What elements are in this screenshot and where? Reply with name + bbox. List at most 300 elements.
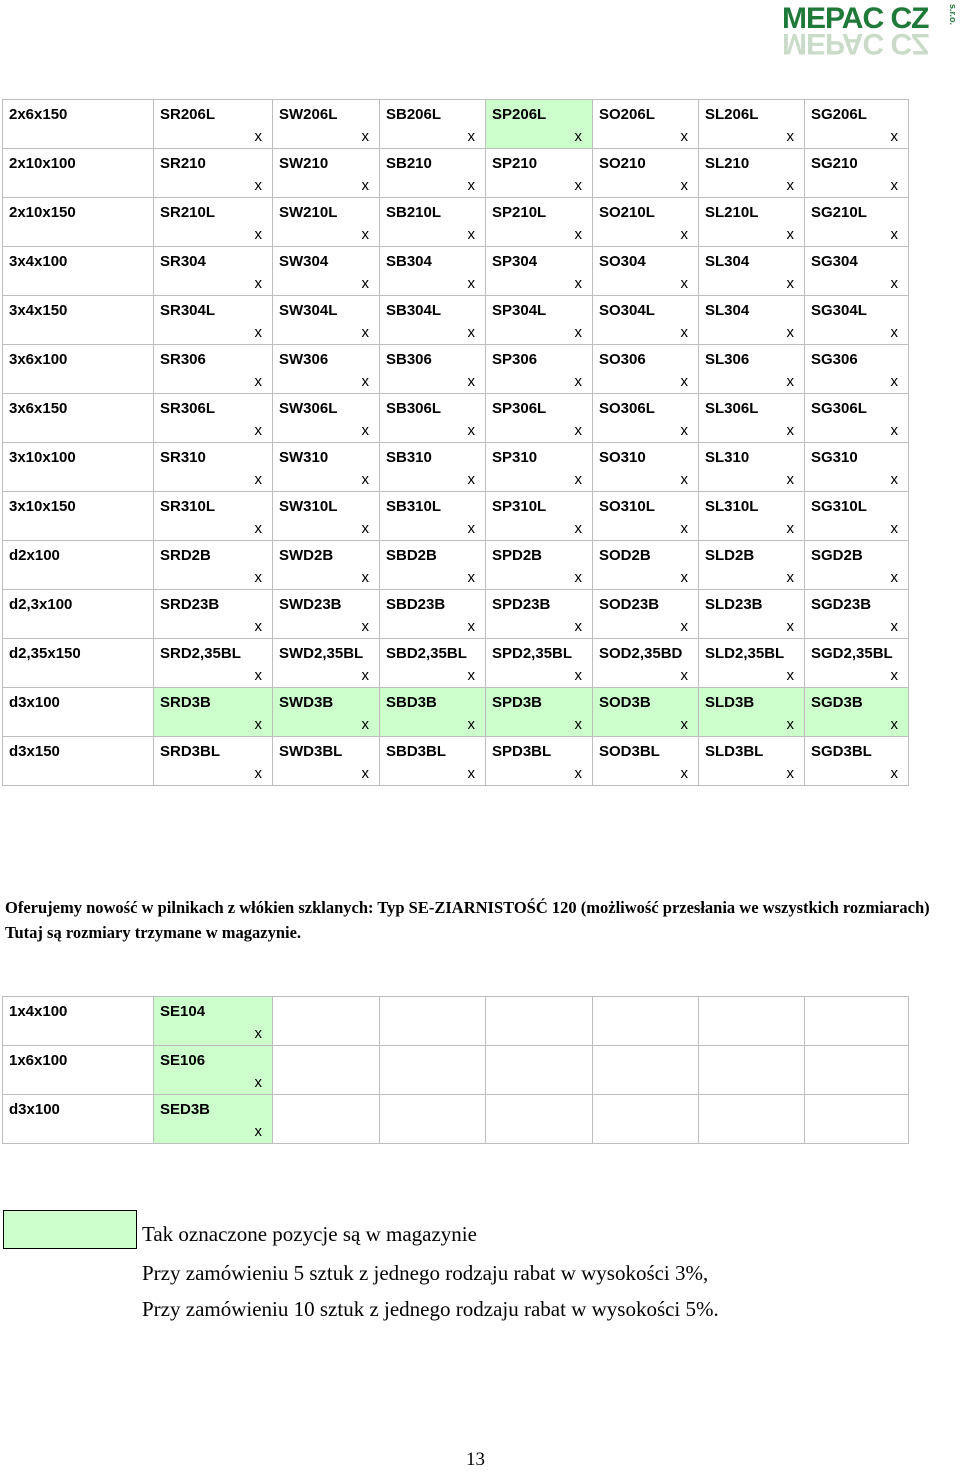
availability-mark: x (361, 618, 369, 635)
availability-mark: x (786, 765, 794, 782)
availability-mark: x (574, 324, 582, 341)
product-cell (273, 997, 380, 1046)
availability-mark: x (361, 177, 369, 194)
logo-suffix: s.r.o. (948, 4, 958, 26)
product-code: SR210L (160, 204, 216, 221)
product-cell (273, 443, 380, 492)
availability-mark: x (680, 765, 688, 782)
availability-mark: x (574, 765, 582, 782)
availability-mark: x (786, 226, 794, 243)
product-code: SO310 (599, 449, 646, 466)
availability-mark: x (467, 373, 475, 390)
product-cell (380, 997, 486, 1046)
product-cell (593, 149, 699, 198)
product-cell (380, 394, 486, 443)
availability-mark: x (254, 1123, 262, 1140)
size-label: 3x10x150 (9, 498, 76, 515)
availability-mark: x (254, 716, 262, 733)
availability-mark: x (361, 765, 369, 782)
availability-mark: x (786, 667, 794, 684)
product-code: SP210L (492, 204, 547, 221)
product-code: SOD3B (599, 694, 651, 711)
availability-mark: x (254, 1074, 262, 1091)
product-code: SW306 (279, 351, 329, 368)
product-code: SL310L (705, 498, 759, 515)
availability-mark: x (254, 422, 262, 439)
availability-mark: x (574, 226, 582, 243)
size-label: d2x100 (9, 547, 60, 564)
availability-mark: x (680, 324, 688, 341)
product-cell (805, 590, 909, 639)
availability-mark: x (361, 275, 369, 292)
table-row (3, 590, 909, 639)
table-row (3, 394, 909, 443)
product-code: SRD23B (160, 596, 220, 613)
product-code: SRD3BL (160, 743, 221, 760)
product-code: SR210 (160, 155, 206, 172)
product-cell (593, 100, 699, 149)
availability-mark: x (467, 275, 475, 292)
availability-mark: x (254, 373, 262, 390)
product-code: SP304L (492, 302, 547, 319)
availability-mark: x (890, 226, 898, 243)
product-cell (699, 997, 805, 1046)
product-cell (593, 1046, 699, 1095)
size-cell (3, 345, 154, 394)
availability-mark: x (361, 128, 369, 145)
size-cell (3, 247, 154, 296)
new-product-note (5, 895, 945, 945)
product-cell (380, 296, 486, 345)
product-code: SWD2,35BL (279, 645, 364, 662)
table-row (3, 492, 909, 541)
product-code: SPD23B (492, 596, 551, 613)
product-cell (593, 590, 699, 639)
product-code: SRD2,35BL (160, 645, 241, 662)
size-cell (3, 541, 154, 590)
availability-mark: x (890, 471, 898, 488)
product-cell (699, 394, 805, 443)
availability-mark: x (467, 716, 475, 733)
availability-mark: x (680, 569, 688, 586)
product-cell (486, 443, 593, 492)
product-code: SG304L (811, 302, 867, 319)
product-cell (805, 639, 909, 688)
size-label: d3x100 (9, 1101, 60, 1118)
product-cell (154, 1095, 273, 1144)
size-label: 3x6x100 (9, 351, 68, 368)
product-cell (154, 997, 273, 1046)
availability-mark: x (574, 471, 582, 488)
product-cell (273, 492, 380, 541)
product-cell (593, 737, 699, 786)
product-cell (380, 541, 486, 590)
product-code: SPD3BL (492, 743, 552, 760)
product-cell (380, 100, 486, 149)
size-label: 3x10x100 (9, 449, 76, 466)
product-code: SL210L (705, 204, 759, 221)
table-row (3, 1095, 909, 1144)
availability-mark: x (574, 275, 582, 292)
product-cell (699, 1095, 805, 1144)
product-cell (699, 198, 805, 247)
product-cell (805, 296, 909, 345)
size-cell (3, 100, 154, 149)
product-code: SOD2B (599, 547, 651, 564)
product-code: SPD3B (492, 694, 543, 711)
product-code: SL304 (705, 302, 750, 319)
note-line-1: Oferujemy nowość w pilnikach z włókien szklanych: Typ SE-ZIARNISTOŚĆ 120 (możliwość przesłania we wszystkich rozmiarach) (5, 898, 930, 917)
table-row (3, 997, 909, 1046)
product-cell (699, 590, 805, 639)
product-cell (154, 247, 273, 296)
product-code: SBD23B (386, 596, 446, 613)
size-cell (3, 737, 154, 786)
product-cell (593, 443, 699, 492)
product-table (2, 99, 909, 786)
product-cell (699, 443, 805, 492)
table-row (3, 688, 909, 737)
product-code: SBD3BL (386, 743, 447, 760)
product-cell (486, 247, 593, 296)
product-cell (273, 296, 380, 345)
product-code: SP206L (492, 106, 547, 123)
product-cell (154, 639, 273, 688)
availability-mark: x (467, 471, 475, 488)
availability-mark: x (254, 324, 262, 341)
product-code: SP306 (492, 351, 538, 368)
availability-mark: x (467, 765, 475, 782)
product-code: SW310L (279, 498, 338, 515)
size-cell (3, 394, 154, 443)
product-code: SBD3B (386, 694, 437, 711)
product-code: SO306L (599, 400, 655, 417)
product-cell (380, 443, 486, 492)
size-cell (3, 296, 154, 345)
availability-mark: x (574, 177, 582, 194)
product-cell (699, 247, 805, 296)
availability-mark: x (680, 716, 688, 733)
product-cell (805, 394, 909, 443)
table-row (3, 737, 909, 786)
size-cell (3, 590, 154, 639)
product-code: SOD2,35BD (599, 645, 683, 662)
product-code: SGD3BL (811, 743, 872, 760)
product-cell (805, 997, 909, 1046)
product-code: SW306L (279, 400, 338, 417)
size-cell (3, 492, 154, 541)
table-row (3, 639, 909, 688)
product-cell (154, 296, 273, 345)
product-cell (593, 639, 699, 688)
product-code: SO304L (599, 302, 655, 319)
availability-mark: x (574, 520, 582, 537)
product-cell (593, 688, 699, 737)
availability-mark: x (574, 422, 582, 439)
product-cell (699, 492, 805, 541)
product-code: SW210 (279, 155, 329, 172)
product-cell (593, 247, 699, 296)
product-code: SLD2,35BL (705, 645, 785, 662)
availability-mark: x (786, 177, 794, 194)
product-code: SG306 (811, 351, 858, 368)
product-cell (805, 688, 909, 737)
product-cell (805, 100, 909, 149)
product-code: SB304 (386, 253, 432, 270)
product-code: SL304 (705, 253, 750, 270)
product-cell (486, 345, 593, 394)
discount-note-2: Przy zamówieniu 10 sztuk z jednego rodzaju rabat w wysokości 5%. (142, 1297, 719, 1321)
discount-note-1: Przy zamówieniu 5 sztuk z jednego rodzaju rabat w wysokości 3%, (142, 1261, 709, 1285)
size-label: 2x10x100 (9, 155, 76, 172)
product-cell (273, 394, 380, 443)
product-cell (486, 100, 593, 149)
product-cell (486, 590, 593, 639)
product-code: SRD3B (160, 694, 211, 711)
product-code: SG310 (811, 449, 858, 466)
product-cell (154, 688, 273, 737)
product-cell (380, 198, 486, 247)
product-code: SP210 (492, 155, 538, 172)
availability-mark: x (890, 569, 898, 586)
size-cell (3, 1046, 154, 1095)
product-cell (154, 492, 273, 541)
availability-mark: x (361, 373, 369, 390)
product-code: SWD2B (279, 547, 334, 564)
product-cell (154, 541, 273, 590)
product-code: SB310L (386, 498, 442, 515)
product-code: SB304L (386, 302, 442, 319)
product-code: SGD23B (811, 596, 872, 613)
size-label: 3x6x150 (9, 400, 68, 417)
product-code: SR206L (160, 106, 216, 123)
product-code: SB206L (386, 106, 442, 123)
instock-legend-label: Tak oznaczone pozycje są w magazynie (142, 1222, 477, 1246)
company-logo (780, 2, 960, 58)
product-code: SBD2B (386, 547, 437, 564)
product-cell (699, 639, 805, 688)
product-cell (154, 590, 273, 639)
product-code: SWD3BL (279, 743, 343, 760)
availability-mark: x (786, 275, 794, 292)
availability-mark: x (467, 128, 475, 145)
product-code: SB210L (386, 204, 442, 221)
note-line-2: Tutaj są rozmiary trzymane w magazynie. (5, 923, 302, 942)
size-label: d2,3x100 (9, 596, 73, 613)
size-cell (3, 1095, 154, 1144)
availability-mark: x (361, 422, 369, 439)
size-label: d2,35x150 (9, 645, 81, 662)
product-cell (805, 149, 909, 198)
fiberglass-table (2, 996, 909, 1144)
product-code: SP310 (492, 449, 538, 466)
product-cell (273, 149, 380, 198)
product-cell (593, 198, 699, 247)
availability-mark: x (680, 177, 688, 194)
availability-mark: x (680, 618, 688, 635)
product-cell (380, 1046, 486, 1095)
product-cell (380, 345, 486, 394)
product-cell (699, 296, 805, 345)
availability-mark: x (890, 422, 898, 439)
product-cell (273, 345, 380, 394)
instock-legend-swatch (3, 1210, 137, 1249)
product-code: SG210L (811, 204, 867, 221)
product-cell (486, 639, 593, 688)
logo-text: MEPAC CZ (782, 2, 929, 35)
product-code: SG210 (811, 155, 858, 172)
product-cell (805, 443, 909, 492)
product-cell (486, 149, 593, 198)
product-cell (699, 1046, 805, 1095)
product-cell (486, 688, 593, 737)
availability-mark: x (467, 520, 475, 537)
product-cell (699, 541, 805, 590)
product-code: SO210 (599, 155, 646, 172)
availability-mark: x (680, 373, 688, 390)
availability-mark: x (574, 716, 582, 733)
availability-mark: x (254, 1025, 262, 1042)
availability-mark: x (361, 569, 369, 586)
product-cell (593, 296, 699, 345)
product-cell (273, 247, 380, 296)
product-code: SL310 (705, 449, 750, 466)
table-row (3, 100, 909, 149)
product-cell (273, 639, 380, 688)
product-code: SBD2,35BL (386, 645, 467, 662)
availability-mark: x (254, 471, 262, 488)
size-label: 1x6x100 (9, 1052, 68, 1069)
availability-mark: x (467, 226, 475, 243)
availability-mark: x (254, 226, 262, 243)
product-cell (380, 688, 486, 737)
product-cell (699, 149, 805, 198)
size-cell (3, 443, 154, 492)
availability-mark: x (254, 520, 262, 537)
availability-mark: x (786, 520, 794, 537)
availability-mark: x (254, 128, 262, 145)
table-row (3, 443, 909, 492)
product-code: SO306 (599, 351, 646, 368)
product-code: SW210L (279, 204, 338, 221)
table-row (3, 149, 909, 198)
page-number: 13 (466, 1449, 485, 1470)
size-label: d3x100 (9, 694, 60, 711)
product-cell (593, 541, 699, 590)
product-code: SO304 (599, 253, 646, 270)
availability-mark: x (890, 667, 898, 684)
availability-mark: x (786, 471, 794, 488)
availability-mark: x (680, 667, 688, 684)
size-cell (3, 198, 154, 247)
table-row (3, 345, 909, 394)
product-code: SO206L (599, 106, 655, 123)
availability-mark: x (361, 226, 369, 243)
availability-mark: x (361, 520, 369, 537)
product-cell (380, 492, 486, 541)
product-code: SG310L (811, 498, 867, 515)
product-cell (380, 590, 486, 639)
availability-mark: x (786, 569, 794, 586)
product-code: SLD2B (705, 547, 755, 564)
size-cell (3, 688, 154, 737)
product-code: SW304L (279, 302, 338, 319)
product-code: SG306L (811, 400, 867, 417)
product-code: SP304 (492, 253, 538, 270)
product-cell (699, 345, 805, 394)
size-label: 3x4x100 (9, 253, 68, 270)
availability-mark: x (574, 569, 582, 586)
product-cell (805, 345, 909, 394)
product-code: SW206L (279, 106, 338, 123)
availability-mark: x (467, 422, 475, 439)
availability-mark: x (786, 373, 794, 390)
product-cell (593, 394, 699, 443)
product-cell (486, 737, 593, 786)
availability-mark: x (680, 275, 688, 292)
product-cell (380, 247, 486, 296)
availability-mark: x (361, 471, 369, 488)
product-cell (380, 737, 486, 786)
product-code: SL306L (705, 400, 759, 417)
availability-mark: x (467, 667, 475, 684)
product-cell (699, 100, 805, 149)
availability-mark: x (467, 177, 475, 194)
product-cell (380, 639, 486, 688)
product-cell (154, 149, 273, 198)
product-cell (486, 541, 593, 590)
product-code: SR310 (160, 449, 206, 466)
product-code: SR304L (160, 302, 216, 319)
product-code: SOD23B (599, 596, 660, 613)
product-cell (699, 688, 805, 737)
product-cell (154, 737, 273, 786)
table-row (3, 198, 909, 247)
product-cell (805, 541, 909, 590)
size-label: 2x10x150 (9, 204, 76, 221)
product-cell (805, 198, 909, 247)
size-label: 1x4x100 (9, 1003, 68, 1020)
product-code: SWD23B (279, 596, 342, 613)
availability-mark: x (467, 618, 475, 635)
table-row (3, 247, 909, 296)
product-code: SB210 (386, 155, 432, 172)
availability-mark: x (890, 520, 898, 537)
product-code: SWD3B (279, 694, 334, 711)
product-code: SB310 (386, 449, 432, 466)
availability-mark: x (574, 128, 582, 145)
product-cell (805, 737, 909, 786)
availability-mark: x (254, 618, 262, 635)
product-code: SG206L (811, 106, 867, 123)
product-code: SLD23B (705, 596, 763, 613)
availability-mark: x (890, 275, 898, 292)
product-code: SGD2B (811, 547, 863, 564)
product-cell (273, 198, 380, 247)
product-cell (486, 296, 593, 345)
availability-mark: x (574, 667, 582, 684)
availability-mark: x (254, 667, 262, 684)
availability-mark: x (361, 324, 369, 341)
product-code: SO310L (599, 498, 655, 515)
availability-mark: x (680, 422, 688, 439)
product-cell (805, 247, 909, 296)
product-cell (593, 997, 699, 1046)
product-code: SP310L (492, 498, 547, 515)
product-code: SW304 (279, 253, 329, 270)
product-code: SL210 (705, 155, 750, 172)
product-cell (154, 100, 273, 149)
